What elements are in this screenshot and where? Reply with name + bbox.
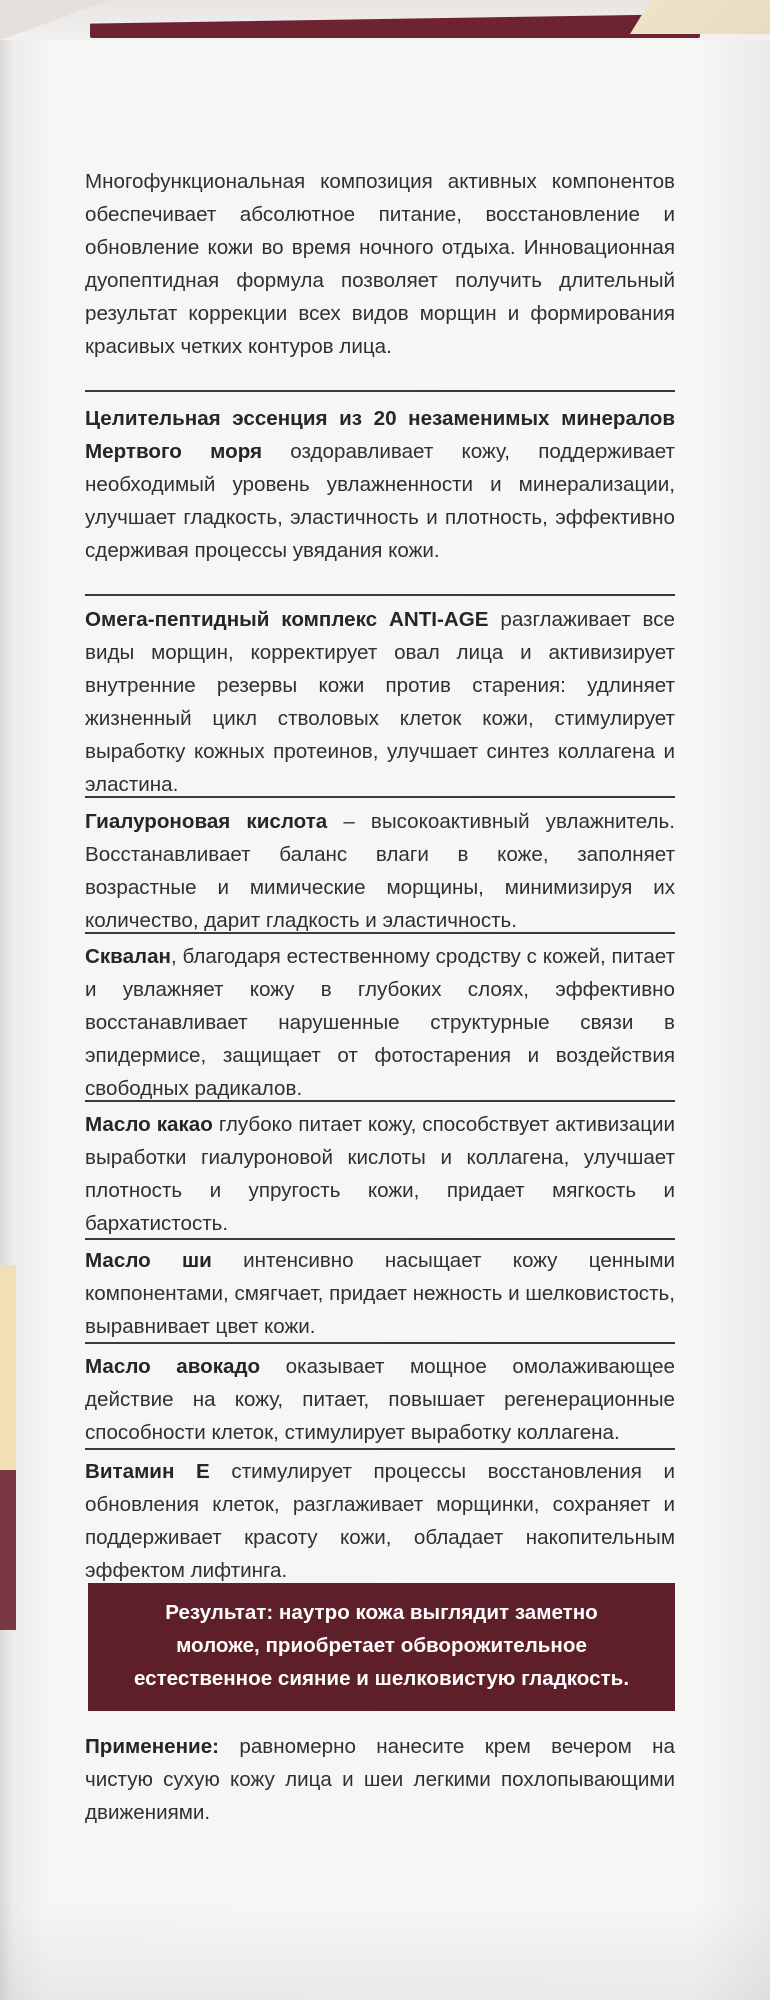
package-left-edge [0, 0, 14, 2000]
usage-paragraph [85, 1730, 675, 1829]
divider-rule [85, 594, 675, 596]
result-line-2: моложе, приобретает обворожительное [176, 1634, 587, 1657]
usage-title: Применение: [85, 1735, 220, 1758]
divider-rule [85, 1100, 675, 1102]
result-line-3: естественное сияние и шелковистую гладкость. [133, 1667, 630, 1690]
section-title: Масло какао [85, 1113, 213, 1136]
section-avocado-oil [85, 1350, 675, 1449]
package-top-flap [0, 0, 770, 40]
side-strip-wine [0, 1470, 16, 1630]
section-title: Масло ши [85, 1249, 212, 1272]
section-body: оказывает мощное омолаживающее действие на кожу, питает, повышает регенерационные способности клеток, стимулирует выработку коллагена. [85, 1355, 675, 1444]
divider-rule [85, 390, 675, 392]
section-vitamin-e [85, 1455, 675, 1587]
divider-rule [85, 796, 675, 798]
section-title: Целительная эссенция из 20 незаменимых минералов Мертвого моря [85, 407, 675, 463]
section-body: интенсивно насыщает кожу ценными компонентами, смягчает, придает нежность и шелковистость, выравнивает цвет кожи. [85, 1249, 676, 1338]
result-line-1: Результат: наутро кожа выглядит заметно [165, 1601, 598, 1624]
divider-rule [85, 1342, 675, 1344]
divider-rule [85, 932, 675, 934]
section-body: глубоко питает кожу, способствует активизации выработки гиалуроновой кислоты и коллагена, улучшает плотность и упругость кожи, придает мягкость и бархатистость. [85, 1113, 675, 1235]
divider-rule [85, 1238, 675, 1240]
section-title: Сквалан [85, 945, 171, 968]
section-title: Гиалуроновая кислота [85, 810, 328, 833]
result-banner [88, 1583, 675, 1711]
section-body: стимулирует процессы восстановления и обновления клеток, разглаживает морщинки, сохраняет и поддерживает красоту кожи, обладает накопительным эффектом лифтинга. [85, 1460, 675, 1582]
bottom-shadow [0, 1900, 770, 2000]
section-body: , благодаря естественному сродству с кожей, питает и увлажняет кожу в глубоких слоях, эффективно восстанавливает нарушенные структурные связи в эпидермисе, защищает от фотостарения и воздействия свободных радикалов. [85, 945, 675, 1100]
divider-rule [85, 1448, 675, 1450]
section-hyaluronic [85, 805, 675, 937]
section-cocoa-butter [85, 1108, 675, 1240]
section-title: Витамин Е [85, 1460, 210, 1483]
section-minerals [85, 402, 675, 567]
section-body: разглаживает все виды морщин, корректирует овал лица и активизирует внутренние резервы кожи против старения: удлиняет жизненный цикл стволовых клеток кожи, стимулирует выработку кожных протеинов, улучшает синтез коллагена и эластина. [85, 608, 675, 796]
result-text [98, 1596, 665, 1695]
flap-wine-band [90, 14, 700, 38]
intro-paragraph: Многофункциональная композиция активных компонентов обеспечивает абсолютное питание, восстановление и обновление кожи во время ночного отдыха. Инновационная дуопептидная формула позволяет получить длительный результат коррекции всех видов морщин и формирования красивых четких контуров лица. [85, 170, 675, 358]
section-body: – высокоактивный увлажнитель. Восстанавливает баланс влаги в коже, заполняет возрастные и мимические морщины, минимизируя их количество, дарит гладкость и эластичность. [85, 810, 675, 932]
section-squalane [85, 940, 675, 1105]
section-title: Омега-пептидный комплекс ANTI-AGE [85, 608, 489, 631]
usage-body: равномерно нанесите крем вечером на чистую сухую кожу лица и шеи легкими похлопывающими движениями. [85, 1735, 675, 1824]
flap-corner-right [630, 0, 770, 34]
section-shea-butter [85, 1244, 675, 1343]
section-title: Масло авокадо [85, 1355, 261, 1378]
section-body: оздоравливает кожу, поддерживает необходимый уровень увлажненности и минерализации, улучшает гладкость, эластичность и плотность, эффективно сдерживая процессы увядания кожи. [85, 440, 675, 562]
section-omega-peptide [85, 603, 675, 801]
